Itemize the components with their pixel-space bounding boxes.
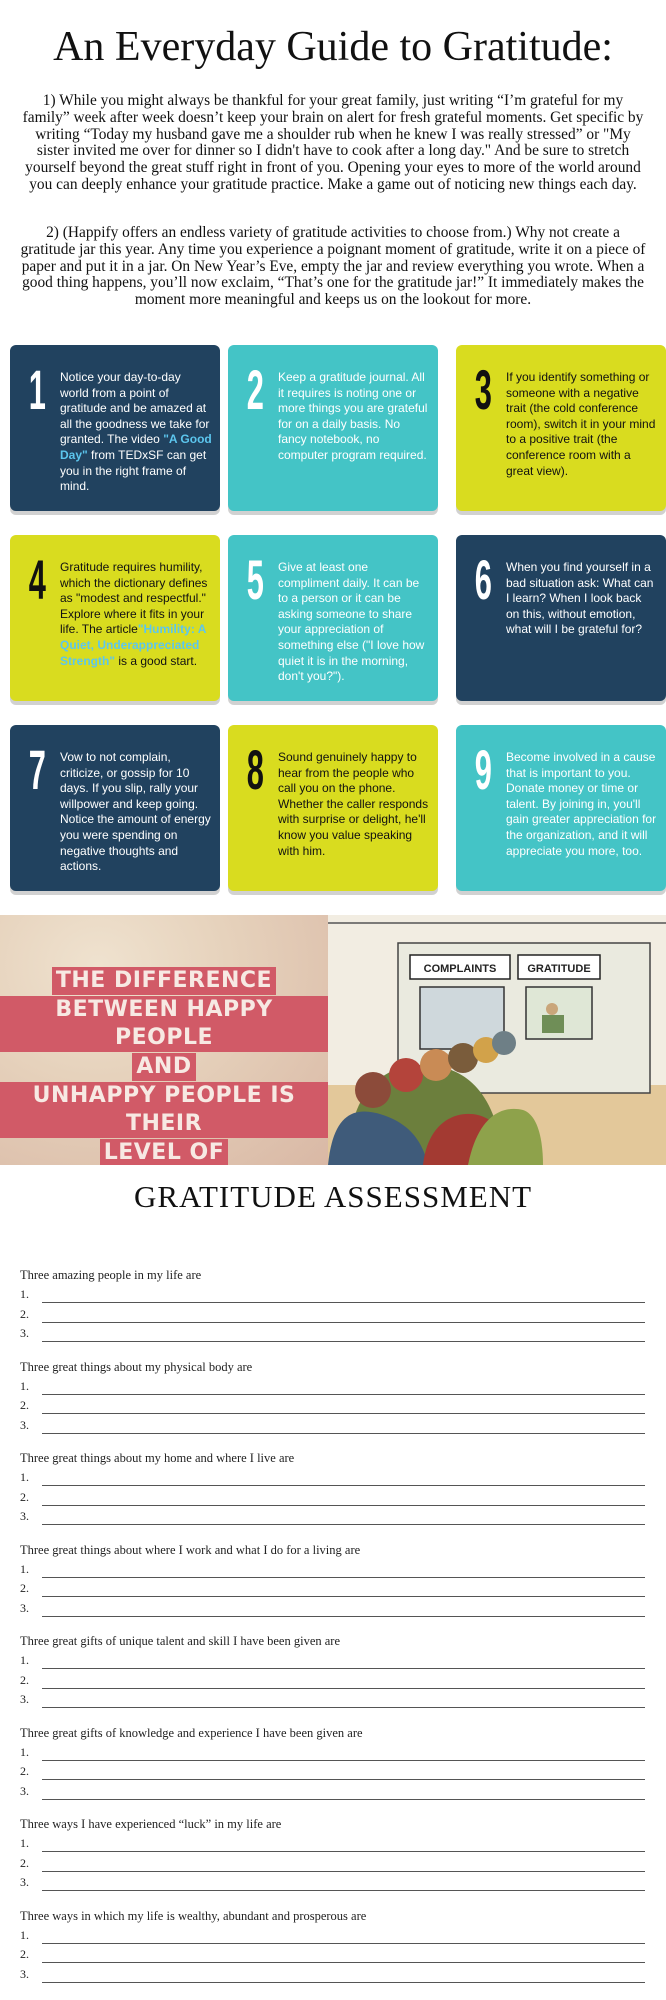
line-number: 3.: [20, 1600, 29, 1615]
tip-text: Keep a gratitude journal. All it requires is noting one or more things you are grateful for on a daily basis. No fancy notebook, no computer program required.: [278, 370, 428, 462]
answer-line[interactable]: [20, 1672, 645, 1692]
write-in-rule[interactable]: [42, 1943, 645, 1944]
write-in-rule[interactable]: [42, 1779, 645, 1780]
answer-line[interactable]: [20, 1835, 645, 1855]
section-prompt: Three ways I have experienced “luck” in my life are: [20, 1817, 282, 1831]
quote-line: BETWEEN HAPPY PEOPLE: [0, 996, 328, 1052]
tip-card-1: [10, 345, 220, 511]
quote-line: UNHAPPY PEOPLE IS THEIR: [0, 1082, 328, 1138]
tip-number: 8: [246, 738, 264, 801]
tip-card-9: [456, 725, 666, 891]
write-in-rule[interactable]: [42, 1890, 645, 1891]
line-number: 3.: [20, 1783, 29, 1798]
tip-text: If you identify something or someone with a negative trait (the cold conference room), switch it in your mind to a positive trait (the conference room with a great view).: [506, 370, 656, 478]
answer-line[interactable]: [20, 1600, 645, 1620]
answer-line[interactable]: [20, 1325, 645, 1345]
answer-line[interactable]: [20, 1286, 645, 1306]
quote-poster: [0, 915, 328, 1165]
assessment-section: [20, 1359, 645, 1437]
quote-line: LEVEL OF: [100, 1139, 229, 1165]
tip-number: 1: [28, 358, 46, 421]
assessment-section: [20, 1267, 645, 1345]
tip-number: 7: [28, 738, 46, 801]
write-in-rule[interactable]: [42, 1707, 645, 1708]
section-prompt: Three great things about my home and where I live are: [20, 1451, 295, 1465]
answer-line[interactable]: [20, 1763, 645, 1783]
assessment-section: [20, 1633, 645, 1711]
complaints-cartoon: [328, 915, 666, 1165]
tip-text: Sound genuinely happy to hear from the people who call you on the phone. Whether the caller responds with surprise or delight, he'll know you value speaking with him.: [278, 750, 429, 858]
complaints-sign-text: COMPLAINTS: [423, 963, 497, 975]
answer-line[interactable]: [20, 1306, 645, 1326]
tip-text: When you find yourself in a bad situation ask: What can I learn? When I look back on this, without emotion, what will I be grateful for?: [506, 560, 654, 637]
tip-number: 5: [246, 548, 264, 611]
write-in-rule[interactable]: [42, 1799, 645, 1800]
line-number: 3.: [20, 1326, 29, 1340]
tip-number: 4: [28, 548, 46, 611]
answer-line[interactable]: [20, 1508, 645, 1528]
line-number: 2.: [20, 1398, 29, 1412]
assessment-section: [20, 1908, 645, 1986]
tip-text: Notice your day-to-day world from a point of gratitude and be amazed at all the goodness we take for granted. The video "A Good Day" from TEDxSF can get you in the right frame of mind.: [60, 370, 212, 494]
tips-grid: [0, 345, 666, 895]
answer-line[interactable]: [20, 1855, 645, 1875]
tip-card-3: [456, 345, 666, 511]
intro-paragraph-1: 1) While you might always be thankful for your great family, just writing “I’m grateful for my family” week after week doesn’t keep your brain on alert for fresh grateful moments. Get specific by writing “Today my husband gave me a shoulder rub when he knew I was really stressed” or "My sister invited me over for dinner so I didn't have to cook after a long day." And be sure to stretch yourself beyond the great stuff right in front of you. Opening your eyes to more of the world around you can deeply enhance your gratitude practice. Make a game out of noticing new things each day.: [22, 92, 644, 193]
answer-line[interactable]: [20, 1874, 645, 1894]
write-in-rule[interactable]: [42, 1524, 645, 1525]
line-number: 3.: [20, 1509, 29, 1523]
write-in-rule[interactable]: [42, 1760, 645, 1761]
answer-line[interactable]: [20, 1489, 645, 1509]
assessment-section: [20, 1725, 645, 1803]
write-in-rule[interactable]: [42, 1668, 645, 1669]
assessment-section: [20, 1450, 645, 1528]
answer-line[interactable]: [20, 1783, 645, 1803]
tip-card-2: [228, 345, 438, 511]
tip-text: Give at least one compliment daily. It can be to a person or it can be asking someone to share your appreciation of something else ("I love how quiet it is in the morning, don't you?").: [278, 560, 425, 684]
write-in-rule[interactable]: [42, 1341, 645, 1342]
tip-card-7: [10, 725, 220, 891]
tip-card-8: [228, 725, 438, 891]
line-number: 1.: [20, 1927, 29, 1942]
tip-card-6: [456, 535, 666, 701]
tip-text: Become involved in a cause that is important to you. Donate money or time or talent. By joining in, you'll gain greater appreciation for the organization, and it will appreciate you more, too.: [506, 750, 657, 858]
write-in-rule[interactable]: [42, 1982, 645, 1983]
section-prompt: Three great things about where I work and what I do for a living are: [20, 1542, 361, 1557]
write-in-rule[interactable]: [42, 1871, 645, 1872]
write-in-rule[interactable]: [42, 1688, 645, 1689]
line-number: 1.: [20, 1653, 29, 1667]
answer-line[interactable]: [20, 1469, 645, 1489]
write-in-rule[interactable]: [42, 1394, 645, 1395]
answer-line[interactable]: [20, 1378, 645, 1398]
assessment-title: GRATITUDE ASSESSMENT: [133, 1179, 533, 1214]
write-in-rule[interactable]: [42, 1851, 645, 1852]
write-in-rule[interactable]: [42, 1485, 645, 1486]
answer-line[interactable]: [20, 1966, 645, 1986]
write-in-rule[interactable]: [42, 1596, 645, 1597]
line-number: 2.: [20, 1306, 29, 1321]
section-prompt: Three amazing people in my life are: [20, 1268, 202, 1282]
line-number: 2.: [20, 1764, 29, 1778]
cartoon-illustration: [328, 915, 666, 1165]
tip-card-5: [228, 535, 438, 701]
tip-link[interactable]: "Humility: A Quiet, Underappreciated Strength": [60, 622, 206, 668]
assessment-section: [20, 1542, 645, 1620]
line-number: 3.: [20, 1966, 29, 1981]
line-number: 2.: [20, 1489, 29, 1504]
tip-number: 3: [474, 358, 492, 421]
gratitude-banner: [0, 915, 666, 1165]
write-in-rule[interactable]: [42, 1505, 645, 1506]
write-in-rule[interactable]: [42, 1616, 645, 1617]
intro-paragraph-2: 2) (Happify offers an endless variety of gratitude activities to choose from.) Why not create a gratitude jar this year. Any time you experience a poignant moment of gratitude, write it on a piece of paper and put it in a jar. On New Year’s Eve, empty the jar and review everything you wrote. When a good thing happens, you’ll now exclaim, “That’s one for the gratitude jar!” It immediately makes the moment more meaningful and keeps us on the lookout for more.: [20, 224, 646, 309]
tip-number: 6: [474, 548, 492, 611]
write-in-rule[interactable]: [42, 1577, 645, 1578]
line-number: 3.: [20, 1692, 29, 1706]
line-number: 1.: [20, 1378, 29, 1393]
assessment-section: [20, 1816, 645, 1894]
quote-line: AND: [132, 1053, 195, 1081]
answer-line[interactable]: [20, 1652, 645, 1672]
write-in-rule[interactable]: [42, 1322, 645, 1323]
line-number: 2.: [20, 1947, 29, 1961]
tip-link[interactable]: "A Good Day": [60, 432, 212, 462]
write-in-rule[interactable]: [42, 1302, 645, 1303]
answer-line[interactable]: [20, 1927, 645, 1947]
tip-number: 9: [474, 738, 492, 801]
answer-line[interactable]: [20, 1691, 645, 1711]
write-in-rule[interactable]: [42, 1962, 645, 1963]
line-number: 1.: [20, 1744, 29, 1759]
answer-line[interactable]: [20, 1561, 645, 1581]
tip-text: Vow to not complain, criticize, or gossip for 10 days. If you slip, rally your willpower and keep going. Notice the amount of energy you were spending on negative thoughts and actions.: [60, 750, 211, 874]
section-prompt: Three great gifts of unique talent and skill I have been given are: [20, 1634, 341, 1648]
answer-line[interactable]: [20, 1580, 645, 1600]
tip-number: 2: [246, 358, 264, 421]
write-in-rule[interactable]: [42, 1433, 645, 1434]
line-number: 2.: [20, 1581, 29, 1595]
tip-card-4: [10, 535, 220, 701]
section-prompt: Three great gifts of knowledge and experience I have been given are: [20, 1725, 363, 1740]
line-number: 1.: [20, 1836, 29, 1850]
quote-line: THE DIFFERENCE: [52, 967, 276, 995]
answer-line[interactable]: [20, 1397, 645, 1417]
line-number: 3.: [20, 1417, 29, 1432]
section-prompt: Three great things about my physical body are: [20, 1359, 253, 1374]
line-number: 3.: [20, 1875, 29, 1889]
tip-text: Gratitude requires humility, which the dictionary defines as "modest and respectful." Explore where it fits in your life. The article"Humility: A Quiet, Underappreciated Strength" is a good start.: [60, 560, 208, 668]
line-number: 1.: [20, 1561, 29, 1576]
answer-line[interactable]: [20, 1744, 645, 1764]
answer-line[interactable]: [20, 1946, 645, 1966]
answer-line[interactable]: [20, 1417, 645, 1437]
gratitude-sign-text: GRATITUDE: [527, 963, 591, 975]
page-title: An Everyday Guide to Gratitude:: [53, 24, 613, 70]
section-prompt: Three ways in which my life is wealthy, abundant and prosperous are: [20, 1908, 367, 1923]
line-number: 1.: [20, 1470, 29, 1484]
write-in-rule[interactable]: [42, 1413, 645, 1414]
line-number: 1.: [20, 1287, 29, 1301]
line-number: 2.: [20, 1855, 29, 1870]
line-number: 2.: [20, 1672, 29, 1687]
